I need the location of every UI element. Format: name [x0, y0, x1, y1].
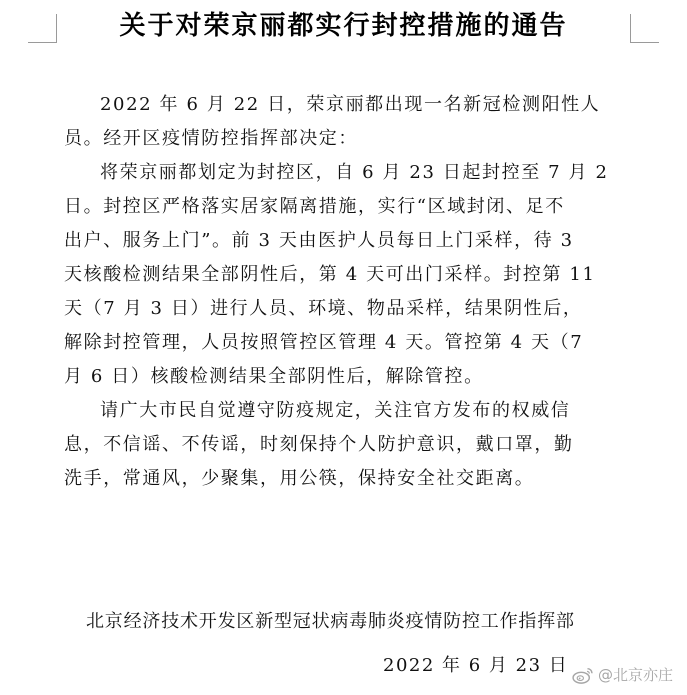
paragraph-line: 天（7 月 3 日）进行人员、环境、物品采样，结果阴性后， — [64, 298, 583, 319]
paragraph-line: 解除封控管理，人员按照管控区管理 4 天。管控第 4 天（7 — [64, 332, 584, 353]
paragraph-line: 天核酸检测结果全部阴性后，第 4 天可出门采样。封控第 11 — [64, 264, 596, 285]
paragraph-line: 2022 年 6 月 22 日，荣京丽都出现一名新冠检测阳性人 — [100, 94, 601, 115]
watermark-text: @北京亦庄 — [598, 666, 674, 684]
paragraph-line: 请广大市民自觉遵守防疫规定，关注官方发布的权威信 — [100, 400, 571, 421]
weibo-icon — [572, 666, 594, 684]
paragraph-line: 将荣京丽都划定为封控区，自 6 月 23 日起封控至 7 月 2 — [100, 162, 609, 183]
paragraph-line: 息，不信谣、不传谣，时刻保持个人防护意识，戴口罩，勤 — [64, 434, 574, 455]
paragraph-line: 出户、服务上门”。前 3 天由医护人员每日上门采样，待 3 — [64, 230, 574, 251]
paragraph-line: 月 6 日）核酸检测结果全部阴性后，解除管控。 — [64, 366, 484, 387]
paragraph-line: 日。封控区严格落实居家隔离措施，实行“区域封闭、足不 — [64, 196, 565, 217]
notice-body — [64, 88, 614, 496]
paragraph-line: 员。经开区疫情防控指挥部决定： — [64, 128, 358, 149]
issuer-signature: 北京经济技术开发区新型冠状病毒肺炎疫情防控工作指挥部 — [86, 611, 575, 632]
issue-date: 2022 年 6 月 23 日 — [383, 655, 569, 676]
paragraph-line: 洗手，常通风，少聚集，用公筷，保持安全社交距离。 — [64, 468, 535, 489]
notice-title: 关于对荣京丽都实行封控措施的通告 — [119, 11, 568, 41]
watermark — [572, 664, 673, 685]
